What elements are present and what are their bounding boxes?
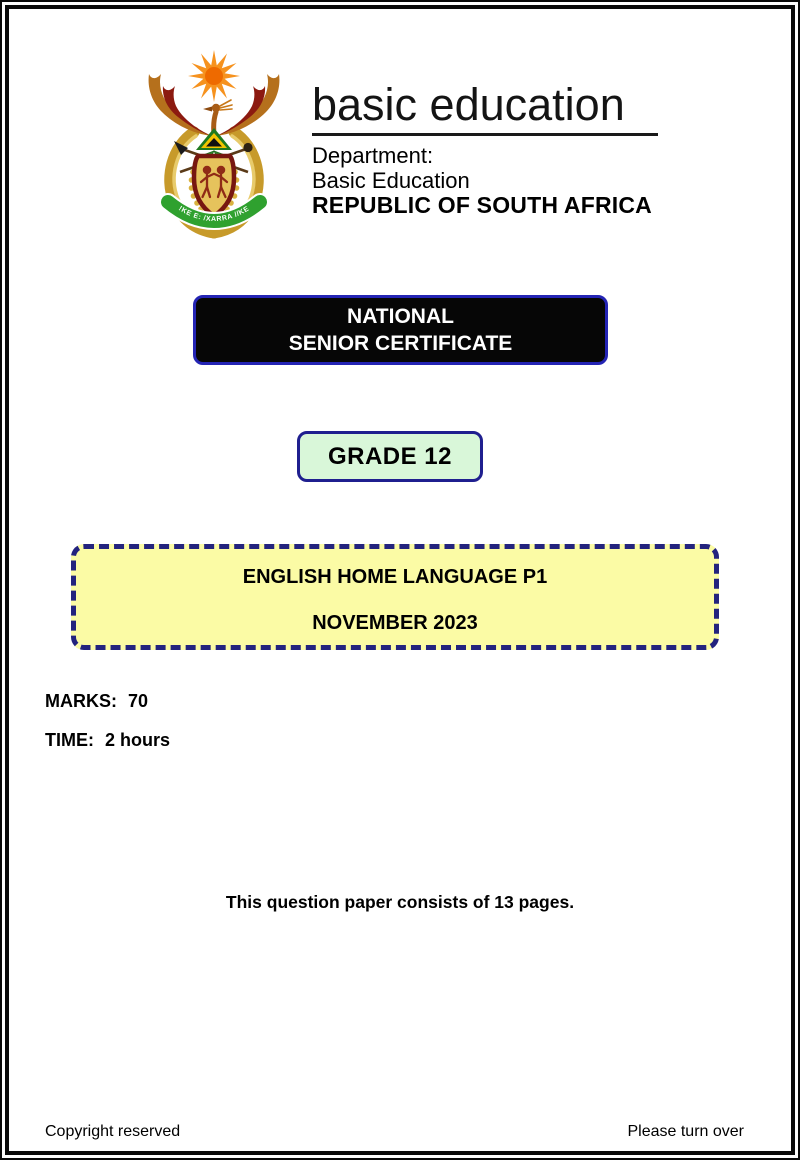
grade-box	[297, 431, 483, 482]
department-line1: Department:	[312, 142, 434, 168]
department-line2: Basic Education	[312, 167, 470, 193]
bird-head	[203, 100, 232, 134]
country-name: REPUBLIC OF SOUTH AFRICA	[312, 191, 652, 218]
marks-value: 70	[128, 691, 149, 711]
marks-label: MARKS:	[45, 691, 117, 711]
motto-text: !KE E: /XARRA //KE	[177, 205, 251, 224]
grade-label: GRADE 12	[327, 442, 453, 470]
sun-rays	[188, 50, 240, 102]
brand-title: basic education	[312, 79, 625, 130]
subject-box	[71, 544, 719, 650]
brand-divider	[312, 133, 658, 136]
page-count-note: This question paper consists of 13 pages.	[225, 892, 575, 912]
footer-turn-over: Please turn over	[627, 1123, 744, 1140]
marks-row	[45, 691, 148, 712]
banner-line1: NATIONAL	[347, 305, 454, 328]
nsc-banner	[193, 295, 608, 365]
department-block	[312, 143, 658, 218]
time-row	[45, 730, 170, 751]
banner-line2: SENIOR CERTIFICATE	[288, 332, 513, 355]
time-value: 2 hours	[105, 730, 171, 750]
south-africa-coat-of-arms-icon	[138, 46, 290, 246]
footer-copyright: Copyright reserved	[45, 1123, 181, 1140]
time-label: TIME:	[45, 730, 94, 750]
header-brand	[312, 80, 658, 218]
exam-session: NOVEMBER 2023	[312, 612, 478, 634]
subject-title: ENGLISH HOME LANGUAGE P1	[242, 566, 548, 588]
